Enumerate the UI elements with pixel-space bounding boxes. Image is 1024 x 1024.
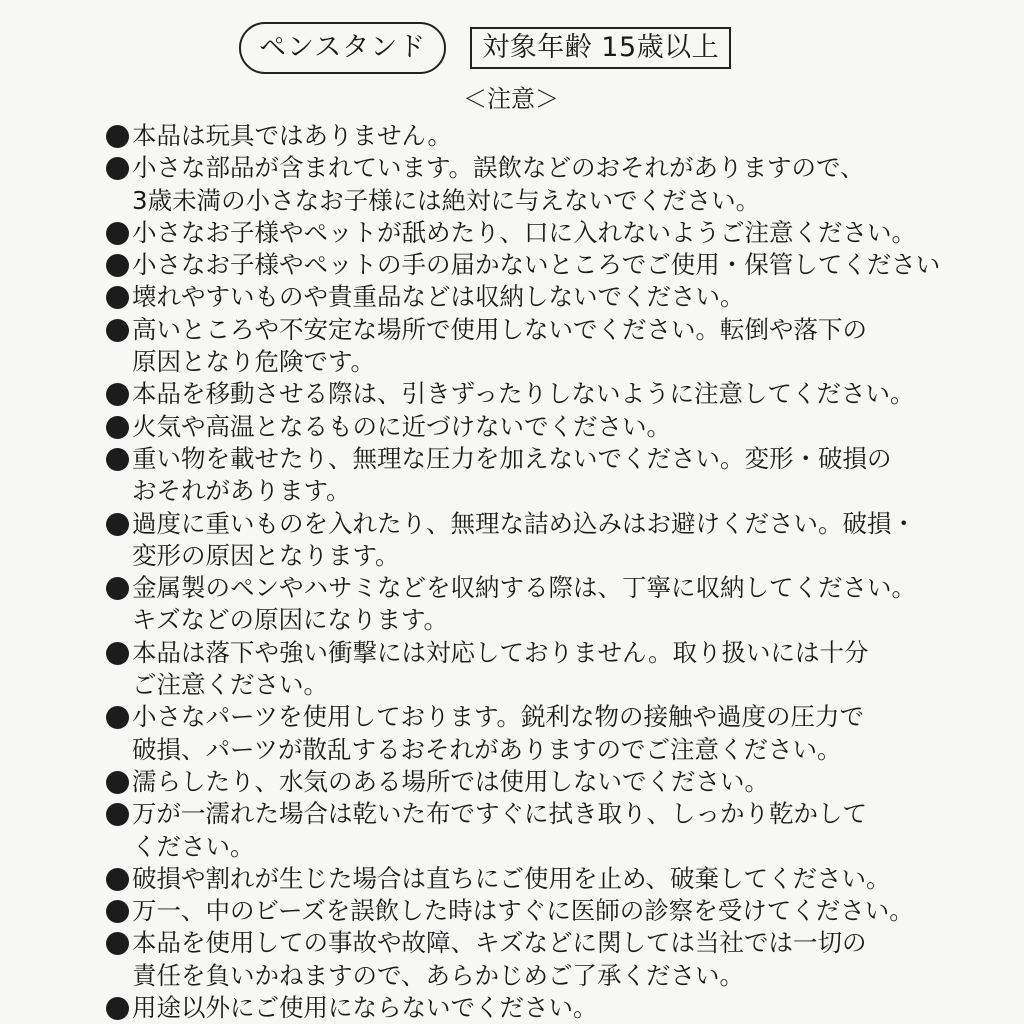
caution-item (104, 927, 914, 992)
caution-item-line: 小さなお子様やペットが舐めたり、口に入れないようご注意ください。 (132, 217, 916, 247)
caution-item-line: おそれがあります。 (132, 476, 351, 506)
caution-item-line: 火気や高温となるものに近づけないでください。 (132, 411, 671, 441)
caution-item-line: 本品は落下や強い衝撃には対応しておりません。取り扱いには十分 (132, 637, 869, 667)
caution-item-line: 用途以外にご使用にならないでください。 (132, 993, 598, 1023)
caution-item-line: キズなどの原因になります。 (132, 605, 449, 635)
caution-item-line: 小さな部品が含まれています。誤飲などのおそれがありますので、 (132, 153, 865, 183)
caution-item-text (132, 992, 914, 1024)
caution-item (104, 637, 914, 702)
bullet-icon (104, 120, 132, 152)
bullet-icon (104, 992, 132, 1024)
caution-item-line: 過度に重いものを入れたり、無理な詰め込みはお避けください。破損・ (132, 508, 916, 538)
caution-item-line: 変形の原因となります。 (132, 540, 400, 570)
bullet-icon (104, 378, 132, 410)
caution-item-line: 万が一濡れた場合は乾いた布ですぐに拭き取り、しっかり乾かして (132, 799, 867, 829)
caution-item (104, 443, 914, 508)
caution-item-text (132, 508, 916, 573)
bullet-icon (104, 314, 132, 346)
bullet-icon (104, 281, 132, 313)
caution-item (104, 798, 914, 863)
caution-item-text (132, 766, 914, 798)
bullet-icon (104, 217, 132, 249)
bullet-icon (104, 927, 132, 959)
caution-item (104, 766, 914, 798)
caution-item-text (132, 572, 916, 637)
caution-item-text (132, 120, 914, 152)
caution-item-text (132, 895, 914, 927)
caution-item (104, 314, 914, 379)
caution-item (104, 281, 914, 313)
caution-item-text (132, 443, 914, 508)
caution-heading-text: ＜注意＞ (463, 85, 559, 113)
caution-item-line: ください。 (132, 831, 255, 861)
caution-item-line: ご注意ください。 (132, 670, 328, 700)
caution-item-line: 壊れやすいものや貴重品などは収納しないでください。 (132, 282, 745, 312)
caution-item-text (132, 798, 914, 863)
caution-list (104, 120, 941, 1024)
caution-item (104, 120, 914, 152)
caution-item-line: 本品を使用しての事故や故障、キズなどに関しては当社では一切の (132, 928, 867, 958)
bullet-icon (104, 701, 132, 733)
caution-item (104, 572, 914, 637)
bullet-icon (104, 637, 132, 669)
target-age-label: 対象年齢 15歳以上 (470, 27, 731, 69)
bullet-icon (104, 895, 132, 927)
caution-item-line: 破損、パーツが散乱するおそれがありますのでご注意ください。 (132, 734, 842, 764)
caution-item-text (132, 863, 914, 895)
bullet-icon (104, 411, 132, 443)
caution-item-line: 濡らしたり、水気のある場所では使用しないでください。 (132, 766, 769, 796)
caution-item-text (132, 927, 914, 992)
caution-item (104, 992, 914, 1024)
caution-item-text (132, 314, 914, 379)
caution-item (104, 378, 914, 410)
caution-heading (0, 84, 1024, 114)
caution-item-text (132, 411, 914, 443)
bullet-icon (104, 443, 132, 475)
bullet-icon (104, 572, 132, 604)
caution-item-text (132, 701, 914, 766)
caution-item (104, 217, 914, 249)
caution-item-line: 万一、中のビーズを誤飲した時はすぐに医師の診察を受けてください。 (132, 896, 914, 926)
caution-item-text (132, 249, 940, 281)
bullet-icon (104, 152, 132, 184)
caution-item (104, 152, 914, 217)
caution-item-line: 本品を移動させる際は、引きずったりしないように注意してください。 (132, 379, 915, 409)
caution-item-text (132, 378, 915, 410)
caution-item-line: 3歳未満の小さなお子様には絶対に与えないでください。 (132, 185, 761, 215)
caution-item (104, 863, 914, 895)
bullet-icon (104, 798, 132, 830)
caution-item-line: 責任を負いかねますので、あらかじめご了承ください。 (132, 960, 745, 990)
bullet-icon (104, 766, 132, 798)
caution-item-line: 破損や割れが生じた場合は直ちにご使用を止め、破棄してください。 (132, 863, 891, 893)
caution-item-text (132, 281, 914, 313)
bullet-icon (104, 863, 132, 895)
caution-item-line: 本品は玩具ではありません。 (132, 121, 452, 150)
caution-item (104, 895, 914, 927)
bullet-icon (104, 508, 132, 540)
caution-item-line: 小さなパーツを使用しております。鋭利な物の接触や過度の圧力で (132, 702, 865, 732)
caution-item-line: 重い物を載せたり、無理な圧力を加えないでください。変形・破損の (132, 443, 892, 473)
caution-item-line: 原因となり危険です。 (132, 347, 376, 377)
caution-item (104, 411, 914, 443)
caution-item (104, 701, 914, 766)
caution-item (104, 508, 914, 573)
caution-item-text (132, 637, 914, 702)
bullet-icon (104, 249, 132, 281)
caution-item-line: 金属製のペンやハサミなどを収納する際は、丁寧に収納してください。 (132, 573, 916, 603)
caution-item-text (132, 152, 914, 217)
caution-item-text (132, 217, 916, 249)
caution-item-line: 小さなお子様やペットの手の届かないところでご使用・保管してください (132, 250, 941, 280)
label-header (239, 22, 731, 74)
caution-item (104, 249, 941, 281)
product-name: ペンスタンド (239, 22, 446, 74)
caution-item-line: 高いところや不安定な場所で使用しないでください。転倒や落下の (132, 314, 867, 344)
